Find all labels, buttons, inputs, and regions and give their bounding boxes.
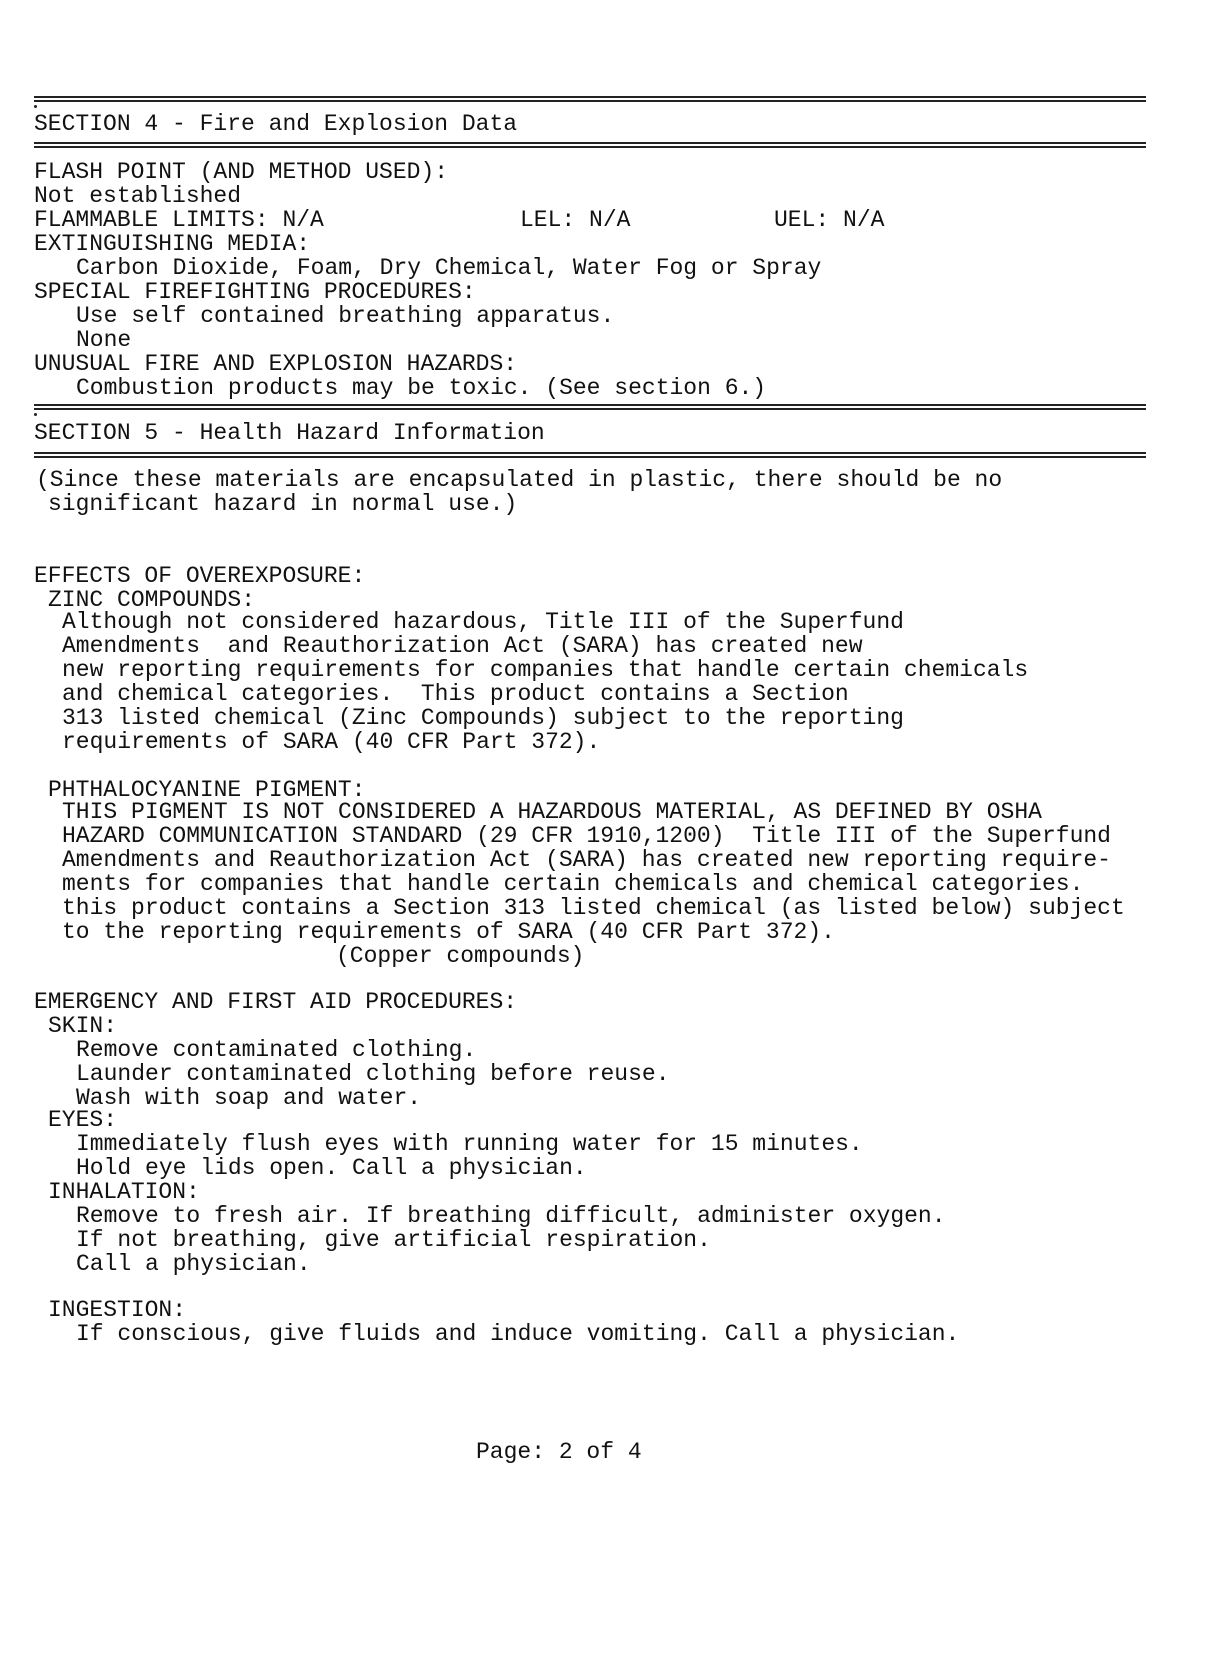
section-divider — [34, 452, 1146, 458]
phthalocyanine-label: PHTHALOCYANINE PIGMENT: — [48, 777, 366, 803]
rule-dot — [34, 105, 37, 108]
section5-heading: SECTION 5 - Health Hazard Information — [34, 420, 545, 446]
zinc-line: Amendments and Reauthorization Act (SARA) has created new — [62, 633, 863, 659]
skin-label: SKIN: — [48, 1013, 118, 1039]
ingestion-line: If conscious, give fluids and induce vomiting. Call a physician. — [76, 1321, 960, 1347]
special-procedures-line: Use self contained breathing apparatus. — [76, 303, 615, 329]
eyes-line: Hold eye lids open. Call a physician. — [76, 1155, 587, 1181]
unusual-hazards-label: UNUSUAL FIRE AND EXPLOSION HAZARDS: — [34, 351, 518, 377]
zinc-line: Although not considered hazardous, Title III of the Superfund — [62, 609, 904, 635]
section4-heading: SECTION 4 - Fire and Explosion Data — [34, 111, 518, 137]
eyes-line: Immediately flush eyes with running water for 15 minutes. — [76, 1131, 863, 1157]
zinc-line: 313 listed chemical (Zinc Compounds) subject to the reporting — [62, 705, 904, 731]
flammable-limits: FLAMMABLE LIMITS: N/A — [34, 207, 324, 233]
extinguishing-value: Carbon Dioxide, Foam, Dry Chemical, Water Fog or Spray — [76, 255, 822, 281]
section-divider — [34, 404, 1146, 410]
flash-point-label: FLASH POINT (AND METHOD USED): — [34, 159, 449, 185]
page-number: Page: 2 of 4 — [476, 1439, 642, 1465]
emergency-label: EMERGENCY AND FIRST AID PROCEDURES: — [34, 989, 518, 1015]
copper-compounds: (Copper compounds) — [336, 943, 585, 969]
skin-line: Launder contaminated clothing before reuse. — [76, 1061, 670, 1087]
effects-label: EFFECTS OF OVEREXPOSURE: — [34, 563, 366, 589]
zinc-line: new reporting requirements for companies that handle certain chemicals — [62, 657, 1029, 683]
inhalation-line: Remove to fresh air. If breathing difficult, administer oxygen. — [76, 1203, 946, 1229]
special-procedures-label: SPECIAL FIREFIGHTING PROCEDURES: — [34, 279, 476, 305]
intro-line: significant hazard in normal use.) — [48, 491, 518, 517]
phthalocyanine-line: Amendments and Reauthorization Act (SARA) has created new reporting require- — [62, 847, 1111, 873]
zinc-label: ZINC COMPOUNDS: — [48, 587, 256, 613]
phthalocyanine-line: this product contains a Section 313 listed chemical (as listed below) subject — [62, 895, 1125, 921]
inhalation-line: If not breathing, give artificial respiration. — [76, 1227, 711, 1253]
section-divider — [34, 142, 1146, 148]
eyes-label: EYES: — [48, 1107, 118, 1133]
flash-point-value: Not established — [34, 183, 242, 209]
rule-dot — [34, 413, 37, 416]
extinguishing-label: EXTINGUISHING MEDIA: — [34, 231, 311, 257]
zinc-line: and chemical categories. This product contains a Section — [62, 681, 849, 707]
skin-line: Wash with soap and water. — [76, 1085, 422, 1111]
zinc-line: requirements of SARA (40 CFR Part 372). — [62, 729, 601, 755]
phthalocyanine-line: to the reporting requirements of SARA (40 CFR Part 372). — [62, 919, 835, 945]
section-divider — [34, 96, 1146, 102]
phthalocyanine-line: ments for companies that handle certain chemicals and chemical categories. — [62, 871, 1084, 897]
phthalocyanine-line: HAZARD COMMUNICATION STANDARD (29 CFR 1910,1200) Title III of the Superfund — [62, 823, 1111, 849]
skin-line: Remove contaminated clothing. — [76, 1037, 477, 1063]
inhalation-line: Call a physician. — [76, 1251, 311, 1277]
inhalation-label: INHALATION: — [48, 1179, 200, 1205]
uel-value: UEL: N/A — [774, 207, 885, 233]
intro-line: (Since these materials are encapsulated in plastic, there should be no — [36, 467, 1003, 493]
ingestion-label: INGESTION: — [48, 1297, 187, 1323]
unusual-hazards-value: Combustion products may be toxic. (See section 6.) — [76, 375, 767, 401]
lel-value: LEL: N/A — [520, 207, 631, 233]
phthalocyanine-line: THIS PIGMENT IS NOT CONSIDERED A HAZARDOUS MATERIAL, AS DEFINED BY OSHA — [62, 799, 1042, 825]
special-procedures-line: None — [76, 327, 132, 353]
